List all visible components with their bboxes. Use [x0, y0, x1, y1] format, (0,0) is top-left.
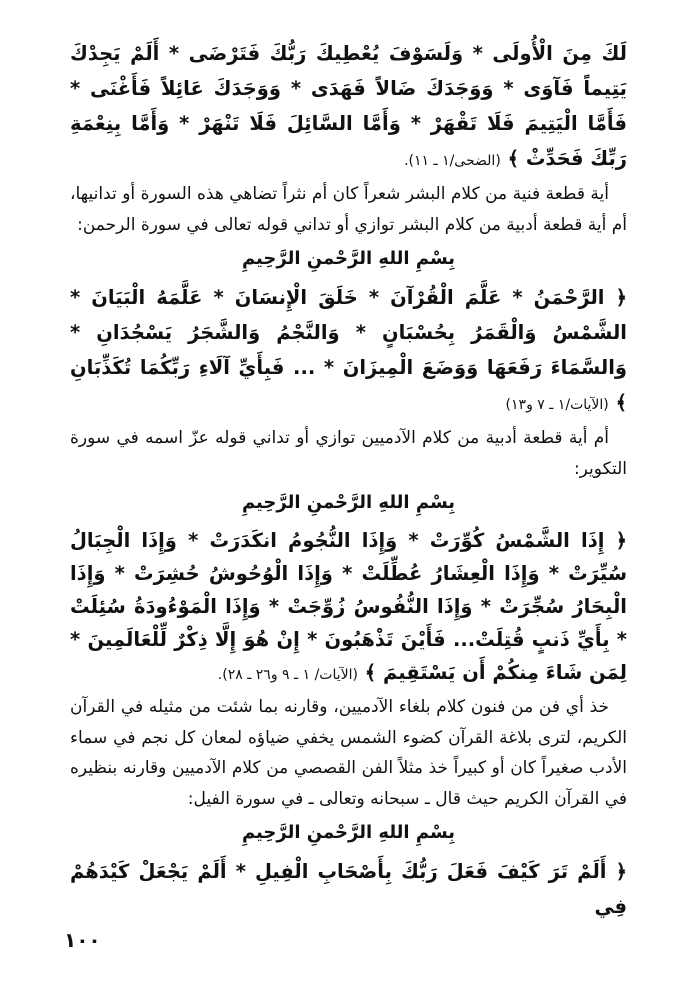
verses-fil — [70, 854, 627, 924]
basmala-heading: بِسْمِ اللهِ الرَّحْمنِ الرَّحِيمِ — [241, 248, 456, 269]
verses-duha — [70, 36, 627, 179]
closing-bracket: ﴾ — [507, 147, 520, 170]
paragraph-2: أم أية قطعة أدبية من كلام الآدميين توازي أو تداني قوله عزّ اسمه في سورة التكوير: — [70, 428, 627, 479]
basmala-heading: بِسْمِ اللهِ الرَّحْمنِ الرَّحِيمِ — [241, 492, 456, 513]
basmala-heading: بِسْمِ اللهِ الرَّحْمنِ الرَّحِيمِ — [241, 822, 456, 843]
opening-bracket: ﴿ — [615, 529, 627, 552]
verses-rahman — [70, 280, 627, 423]
verse-text: أَلَمْ تَرَ كَيْفَ فَعَلَ رَبُّكَ بِأَصْحَابِ الْفِيلِ * أَلَمْ يَجْعَلْ كَيْدَهُمْ فِي — [70, 860, 627, 918]
closing-bracket: ﴾ — [615, 391, 627, 414]
closing-bracket: ﴾ — [364, 661, 377, 684]
verse-reference: (الآيات/١ ـ ٧ و١٣) — [505, 397, 609, 413]
page-number: ١٠٠ — [64, 928, 101, 952]
verse-text: إِذَا الشَّمْسُ كُوِّرَتْ * وَإِذَا النُّجُومُ انكَدَرَتْ * وَإِذَا الْجِبَالُ سُيِّرَتْ * وَإِذَا الْعِشَارُ عُطِّلَتْ * وَإِذَا الْوُحُوشُ حُشِرَتْ * وَإِذَا الْبِحَارُ سُجِّرَتْ * وَإِذَا النُّفُوسُ زُوِّجَتْ * وَإِذَا الْمَوْءُودَةُ سُئِلَتْ * بِأَيِّ ذَنبٍ قُتِلَتْ... فَأَيْنَ تَذْهَبُونَ * إِنْ هُوَ إِلَّا ذِكْرٌ لِّلْعَالَمِينَ * لِمَن شَاءَ مِنكُمْ أَن يَسْتَقِيمَ — [70, 529, 627, 684]
verse-text: لَكَ مِنَ الْأُولَى * وَلَسَوْفَ يُعْطِيكَ رَبُّكَ فَتَرْضَى * أَلَمْ يَجِدْكَ يَتِيماً فَآوَى * وَوَجَدَكَ ضَالاً فَهَدَى * وَوَجَدَكَ عَائِلاً فَأَغْنَى * فَأَمَّا الْيَتِيمَ فَلَا تَقْهَرْ * وَأَمَّا السَّائِلَ فَلَا تَنْهَرْ * وَأَمَّا بِنِعْمَةِ رَبِّكَ فَحَدِّثْ — [70, 42, 627, 170]
verse-text: الرَّحْمَنُ * عَلَّمَ الْقُرْآنَ * خَلَقَ الْإِنسَانَ * عَلَّمَهُ الْبَيَانَ * الشَّمْسُ وَالْقَمَرُ بِحُسْبَانٍ * وَالنَّجْمُ وَالشَّجَرُ يَسْجُدَانِ * وَالسَّمَاءَ رَفَعَهَا وَوَضَعَ الْمِيزَانَ * ... فَبِأَيِّ آلَاءِ رَبِّكُمَا تُكَذِّبَانِ — [70, 286, 627, 379]
verses-takwir — [70, 524, 627, 692]
paragraph-1: أية قطعة فنية من كلام البشر شعراً كان أم نثراً تضاهي هذه السورة أو تدانيها، أم أية قطعة أدبية من كلام البشر توازي أو تداني قوله تعالى في سورة الرحمن: — [70, 184, 627, 235]
paragraph-3: خذ أي فن من فنون كلام بلغاء الآدميين، وقارنه بما شئت من مثيله في القرآن الكريم، لترى بلاغة القرآن كضوء الشمس يخفي ضياؤه لمعان كل نجم في سماء الأدب صغيراً كان أو كبيراً خذ مثلاً الفن القصصي من كلام الآدميين وقارنه بنظيره في القرآن الكريم حيث قال ـ سبحانه وتعالى ـ في سورة الفيل: — [70, 697, 627, 809]
opening-bracket: ﴿ — [615, 860, 627, 883]
verse-reference: (الضحى/١ ـ ١١). — [404, 153, 501, 169]
verse-reference: (الآيات/ ١ ـ ٩ و٢٦ ـ ٢٨). — [217, 667, 358, 683]
opening-bracket: ﴿ — [615, 286, 627, 309]
